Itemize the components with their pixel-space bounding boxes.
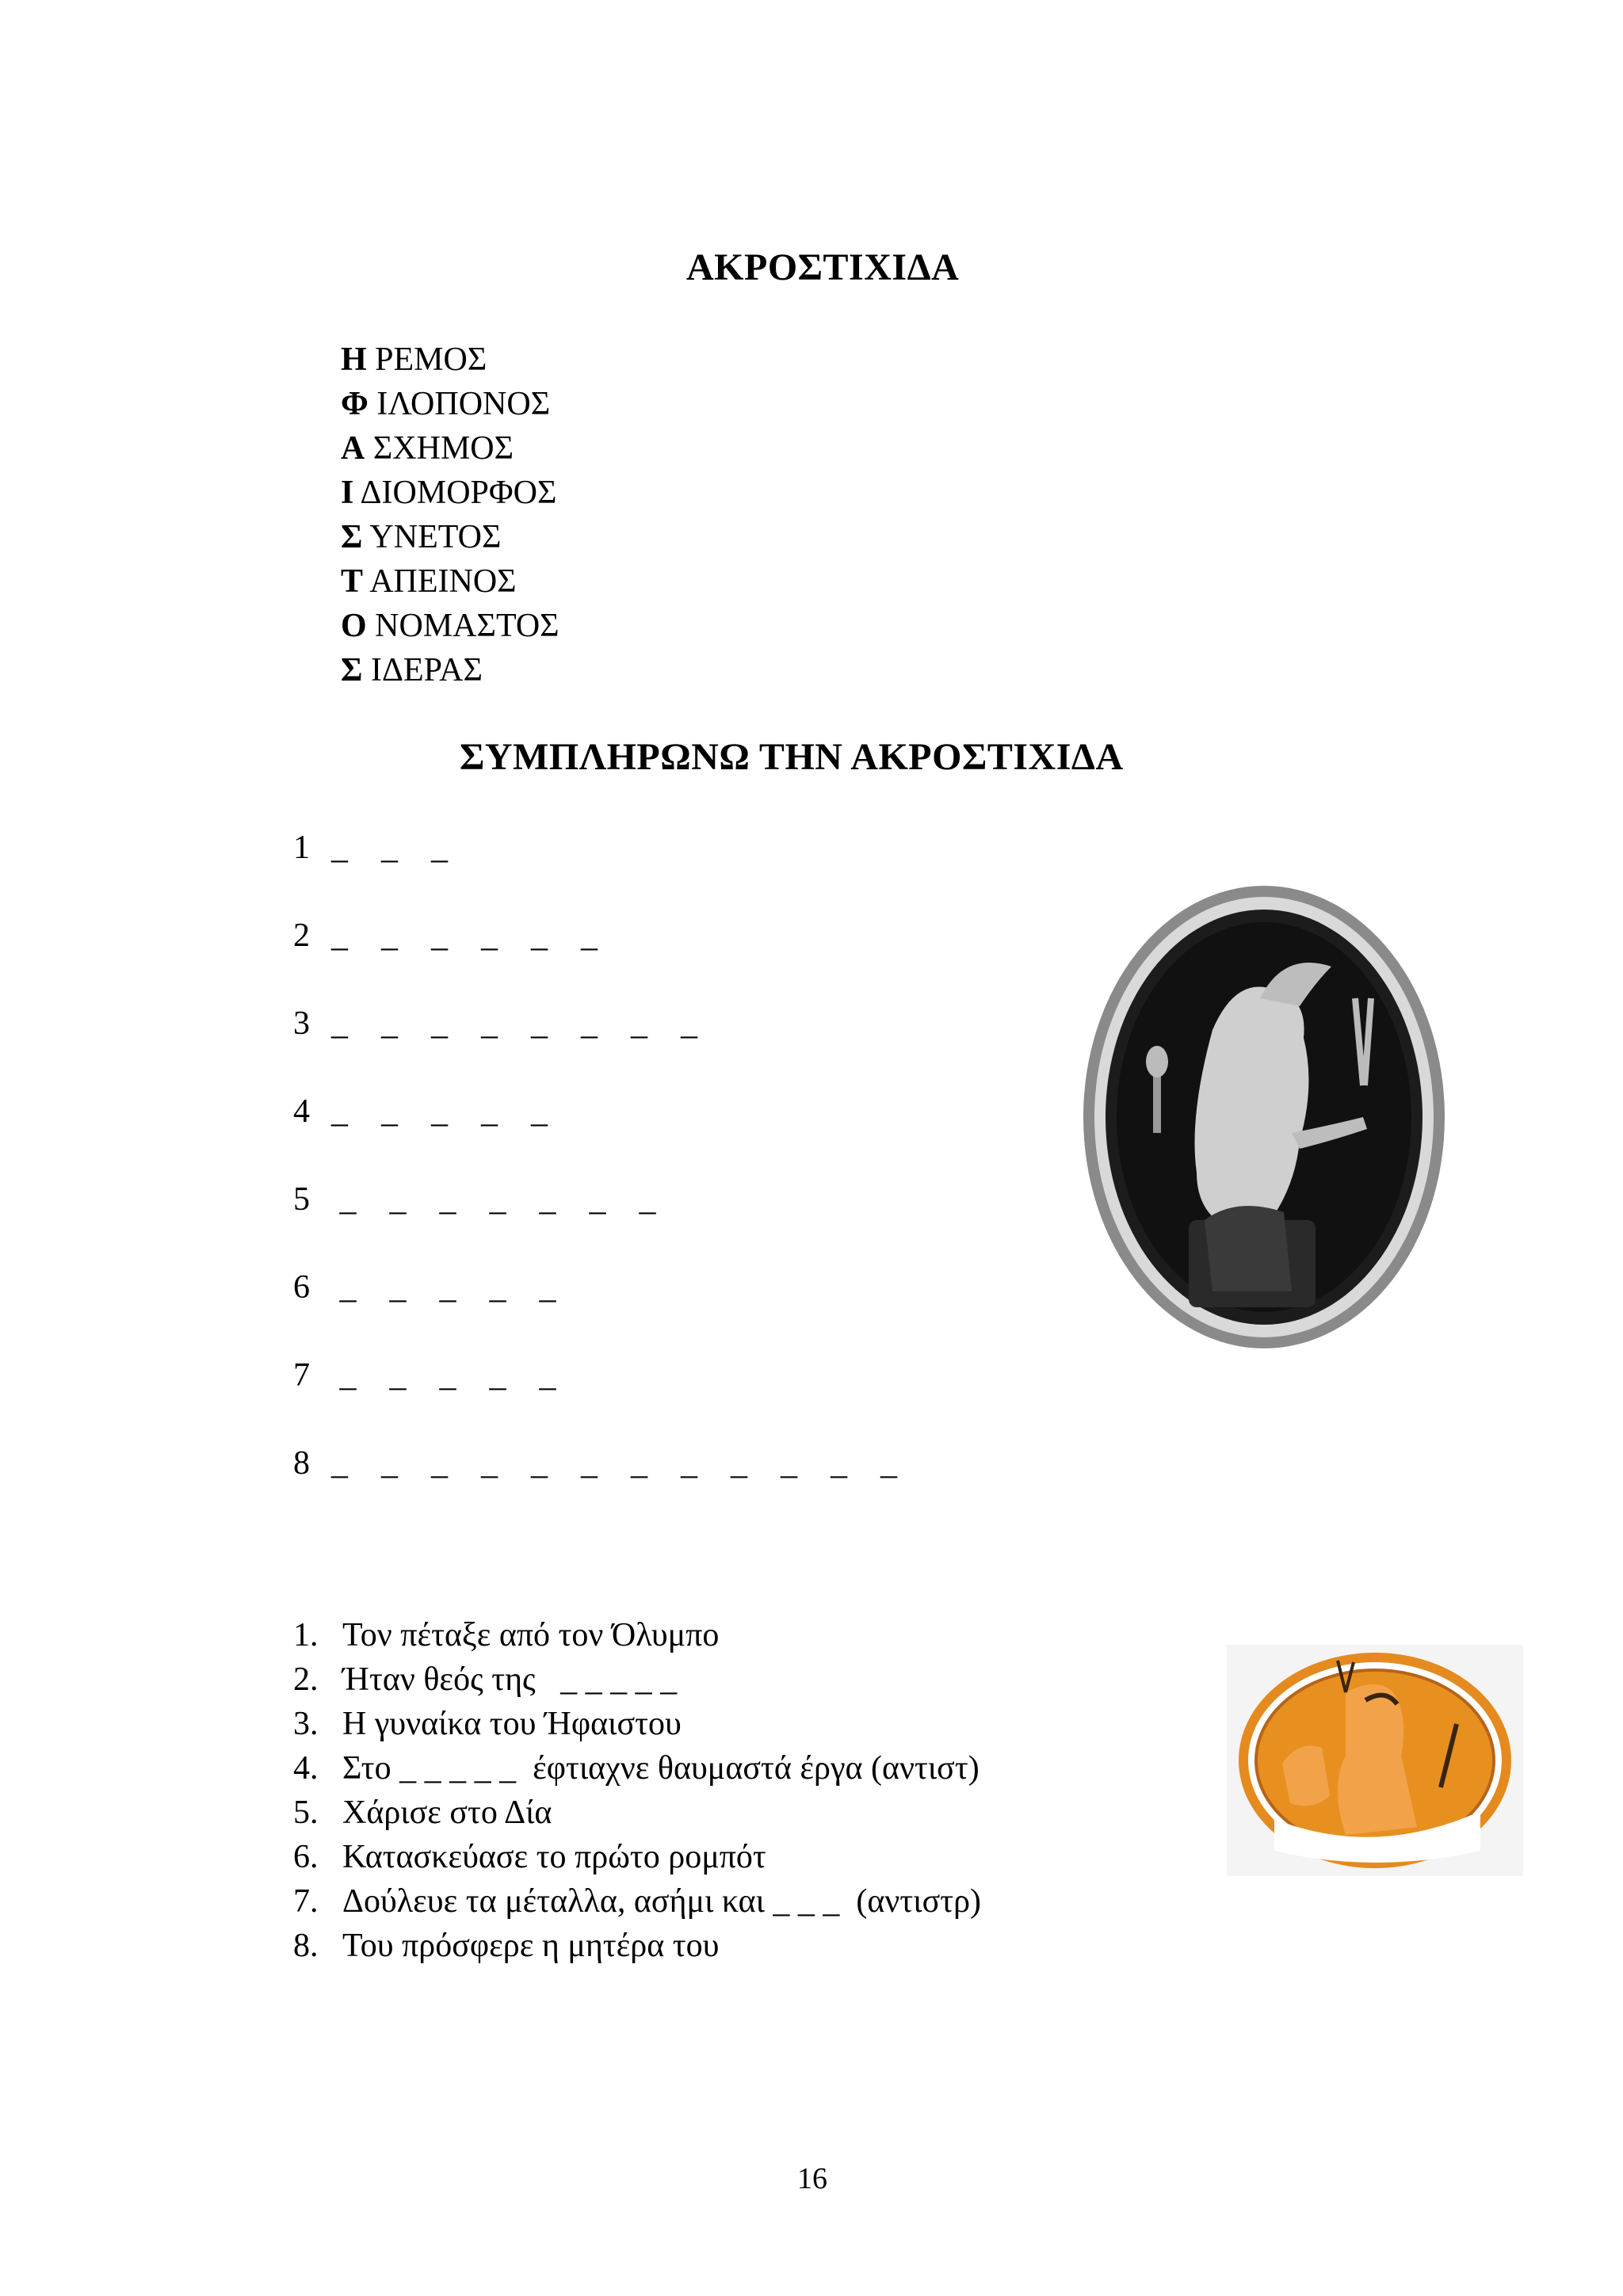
acrostic-letter: Σ xyxy=(341,519,363,555)
vase-medallion-image xyxy=(1078,879,1450,1359)
clue-number: 8. xyxy=(293,1928,319,1964)
acrostic-line xyxy=(341,382,550,426)
blank-row xyxy=(293,1005,697,1043)
clue-number: 7. xyxy=(293,1883,319,1920)
acrostic-line xyxy=(341,604,559,648)
acrostic-letter: Α xyxy=(341,430,365,467)
acrostic-letter: Ο xyxy=(341,608,367,644)
row-number: 1 xyxy=(293,830,310,866)
clue-item xyxy=(293,1835,766,1879)
clue-item xyxy=(293,1613,719,1657)
blank-row xyxy=(293,1093,548,1131)
acrostic-line xyxy=(341,648,483,692)
blank-slots: _ _ _ _ _ _ _ xyxy=(331,1181,656,1218)
clue-number: 4. xyxy=(293,1750,319,1787)
row-number: 7 xyxy=(293,1357,310,1394)
blank-slots: _ _ _ _ _ _ xyxy=(331,917,598,954)
clue-item xyxy=(293,1879,981,1924)
blank-slots: _ _ _ _ _ _ _ _ _ _ _ _ xyxy=(331,1445,897,1482)
acrostic-word: ΝΟΜΑΣΤΟΣ xyxy=(375,608,559,644)
clue-text: Τον πέταξε από τον Όλυμπο xyxy=(342,1617,720,1653)
section-subtitle: ΣΥΜΠΛΗΡΩΝΩ ΤΗΝ ΑΚΡΟΣΤΙΧΙΔΑ xyxy=(460,736,1124,778)
acrostic-line xyxy=(341,515,501,559)
clue-number: 3. xyxy=(293,1706,319,1742)
page-title: ΑΚΡΟΣΤΙΧΙΔΑ xyxy=(686,246,960,288)
row-number: 2 xyxy=(293,917,310,954)
acrostic-line xyxy=(341,338,487,382)
acrostic-word: ΥΝΕΤΟΣ xyxy=(369,519,502,555)
clue-number: 6. xyxy=(293,1839,319,1875)
hephaestus-vase-icon xyxy=(1078,879,1450,1355)
acrostic-letter: Ι xyxy=(341,475,354,511)
blank-row xyxy=(293,1444,897,1482)
acrostic-word: ΑΠΕΙΝΟΣ xyxy=(369,563,517,600)
blank-slots: _ _ _ _ _ _ _ _ xyxy=(331,1005,697,1042)
row-number: 8 xyxy=(293,1445,310,1482)
acrostic-letter: Τ xyxy=(341,563,364,600)
row-number: 3 xyxy=(293,1005,310,1042)
clue-number: 1. xyxy=(293,1617,319,1653)
blank-slots: _ _ _ _ _ xyxy=(331,1357,556,1394)
clue-text: Ήταν θεός της _ _ _ _ _ xyxy=(342,1661,678,1698)
clue-item xyxy=(293,1657,677,1702)
clue-item xyxy=(293,1924,719,1968)
blank-slots: _ _ _ _ _ xyxy=(331,1093,548,1130)
clue-text: Κατασκεύασε το πρώτο ρομπότ xyxy=(342,1839,766,1875)
clue-number: 5. xyxy=(293,1794,319,1831)
acrostic-line xyxy=(341,426,514,471)
acrostic-word: ΔΙΟΜΟΡΦΟΣ xyxy=(360,475,557,511)
blank-slots: _ _ _ _ _ xyxy=(331,1269,556,1306)
blank-row xyxy=(293,1356,556,1394)
red-figure-medallion-image xyxy=(1227,1645,1523,1880)
acrostic-line xyxy=(341,559,517,604)
clue-item xyxy=(293,1702,682,1746)
clue-text: Η γυναίκα του Ήφαιστου xyxy=(342,1706,682,1742)
page-number: 16 xyxy=(797,2162,827,2195)
acrostic-word: ΡΕΜΟΣ xyxy=(375,341,487,378)
blank-row xyxy=(293,829,448,867)
acrostic-word: ΙΛΟΠΟΝΟΣ xyxy=(376,386,551,422)
clue-text: Στο _ _ _ _ _ έφτιαχνε θαυμαστά έργα (αντιστ) xyxy=(342,1750,980,1787)
clue-item xyxy=(293,1791,552,1835)
blank-row xyxy=(293,917,598,955)
clue-text: Δούλευε τα μέταλλα, ασήμι και _ _ _ (αντιστρ) xyxy=(342,1883,982,1920)
blank-row xyxy=(293,1268,556,1306)
acrostic-letter: Φ xyxy=(341,386,369,422)
clue-text: Χάρισε στο Δία xyxy=(342,1794,552,1831)
row-number: 5 xyxy=(293,1181,310,1218)
blank-row xyxy=(293,1180,656,1219)
row-number: 6 xyxy=(293,1269,310,1306)
acrostic-line xyxy=(341,471,556,515)
acrostic-word: ΣΧΗΜΟΣ xyxy=(372,430,514,467)
clue-number: 2. xyxy=(293,1661,319,1698)
red-figure-vase-icon xyxy=(1227,1645,1523,1876)
acrostic-word: ΙΔΕΡΑΣ xyxy=(370,652,483,688)
acrostic-letter: Η xyxy=(341,341,367,378)
clue-text: Του πρόσφερε η μητέρα του xyxy=(342,1928,720,1964)
row-number: 4 xyxy=(293,1093,310,1130)
acrostic-letter: Σ xyxy=(341,652,363,688)
clue-item xyxy=(293,1746,980,1791)
blank-slots: _ _ _ xyxy=(331,830,448,866)
